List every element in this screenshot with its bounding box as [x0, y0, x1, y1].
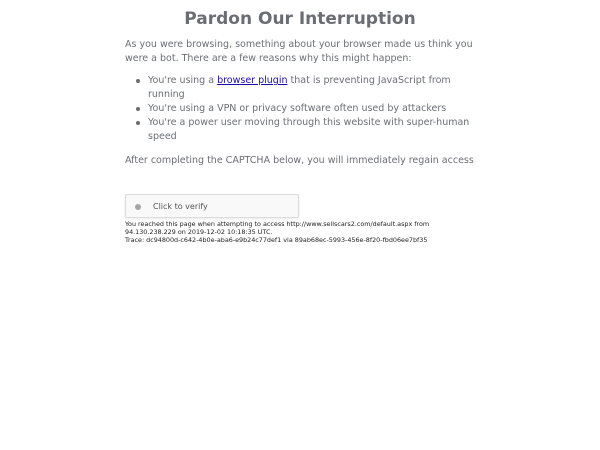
reason-item-vpn — [148, 102, 485, 116]
access-info — [125, 220, 485, 244]
after-captcha-text: After completing the CAPTCHA below, you will immediately regain access — [125, 155, 474, 166]
message-content — [125, 38, 485, 168]
reason-item-power-user — [148, 116, 485, 144]
reason-item-plugin — [148, 74, 485, 102]
intro-text: As you were browsing, something about your browser made us think you were a bot. There are a few reasons why this might happen: — [125, 39, 473, 64]
captcha-verify-button[interactable] — [125, 194, 299, 218]
bullet-icon — [136, 121, 140, 125]
status-dot-icon — [135, 204, 141, 210]
reasons-list — [125, 74, 485, 144]
page-title: Pardon Our Interruption — [184, 9, 416, 29]
access-url-line: You reached this page when attempting to access http://www.sellscars2.com/default.aspx from — [125, 220, 430, 228]
reason-text: You're a power user moving through this website with super-human speed — [148, 117, 470, 142]
reason-text: You're using a VPN or privacy software often used by attackers — [148, 103, 447, 114]
bullet-icon — [136, 79, 140, 83]
trace-line: Trace: dc94800d-c642-4b0e-aba6-e9b24c77def1 via 89ab68ec-5993-456e-8f20-fbd06ee7bf35 — [125, 236, 428, 244]
access-ip-line: 94.130.238.229 on 2019-12-02 10:18:35 UTC. — [125, 228, 273, 236]
bullet-icon — [136, 107, 140, 111]
verify-label: Click to verify — [153, 202, 208, 211]
browser-plugin-link[interactable]: browser plugin — [217, 75, 288, 86]
reason-text-after: that is preventing JavaScript from running — [148, 75, 451, 100]
reason-text-before: You're using a — [148, 75, 218, 86]
